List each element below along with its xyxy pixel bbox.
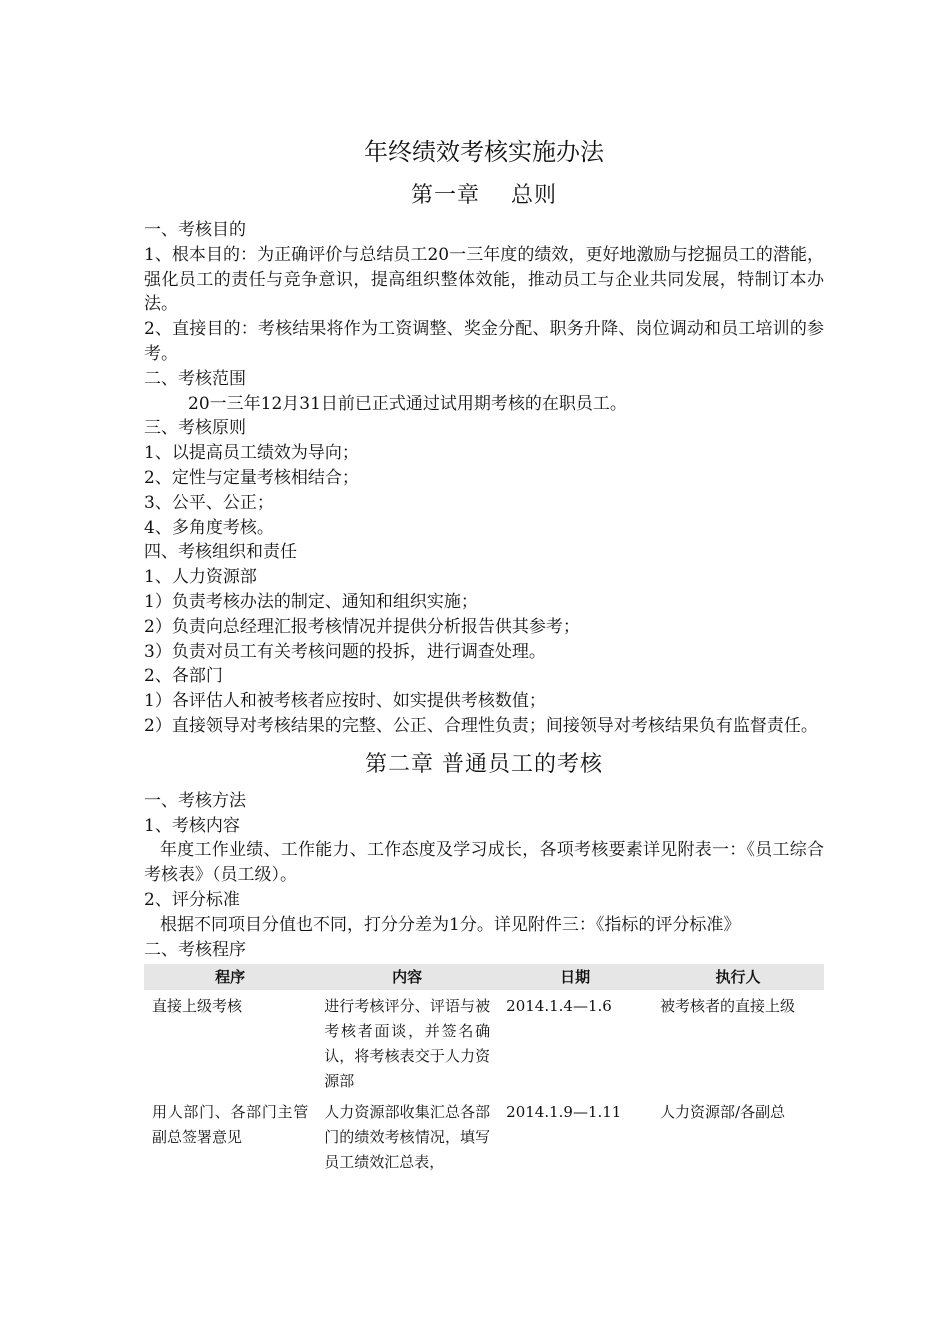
subsection-heading: 2、评分标准 <box>144 889 240 910</box>
table-cell: 被考核者的直接上级 <box>660 997 796 1016</box>
table-cell: 进行考核评分、评语与被考核者面谈，并签名确认，将考核表交于人力资源部 <box>324 997 491 1091</box>
table-header-row <box>144 964 824 990</box>
column-header: 内容 <box>316 964 498 990</box>
list-item: 4、多角度考核。 <box>144 517 274 538</box>
list-item: 3、公平、公正； <box>144 492 274 513</box>
list-item: 2、定性与定量考核相结合； <box>144 467 359 488</box>
chapter-2-heading: 第二章 普通员工的考核 <box>365 751 603 777</box>
section-heading: 二、考核范围 <box>144 368 246 389</box>
table-cell: 用人部门、各部门主管副总签署意见 <box>152 1103 309 1147</box>
document-body <box>144 132 824 1177</box>
paragraph: 20一三年12月31日前已正式通过试用期考核的在职员工。 <box>188 393 627 414</box>
document-title: 年终绩效考核实施办法 <box>364 138 604 166</box>
section-heading: 四、考核组织和责任 <box>144 542 297 563</box>
list-item: 1）各评估人和被考核者应按时、如实提供考核数值； <box>144 691 546 712</box>
table-cell: 2014.1.4—1.6 <box>506 997 612 1016</box>
section-heading: 二、考核程序 <box>144 939 246 960</box>
subsection-heading: 2、各部门 <box>144 666 223 687</box>
subsection-heading: 1、人力资源部 <box>144 567 257 588</box>
column-header: 执行人 <box>652 964 824 990</box>
paragraph: 根据不同项目分值也不同，打分分差为1分。详见附件三：《指标的评分标准》 <box>160 914 741 935</box>
paragraph: 年度工作业绩、工作能力、工作态度及学习成长，各项考核要素详见附表一：《员工综合考核表》（员工级）。 <box>144 840 824 886</box>
subsection-heading: 1、考核内容 <box>144 815 240 836</box>
list-item: 1、以提高员工绩效为导向； <box>144 443 359 464</box>
list-item: 2）负责向总经理汇报考核情况并提供分析报告供其参考； <box>144 616 580 637</box>
column-header: 日期 <box>498 964 652 990</box>
list-item: 2）直接领导对考核结果的完整、公正、合理性负责；间接领导对考核结果负有监督责任。 <box>144 715 818 736</box>
table-cell: 2014.1.9—1.11 <box>506 1103 622 1122</box>
column-header: 程序 <box>144 964 316 990</box>
paragraph: 2、直接目的：考核结果将作为工资调整、奖金分配、职务升降、岗位调动和员工培训的参考。 <box>144 319 824 364</box>
section-heading: 一、考核目的 <box>144 220 246 240</box>
table-cell: 直接上级考核 <box>152 997 243 1016</box>
table-cell: 人力资源部收集汇总各部门的绩效考核情况，填写员工绩效汇总表， <box>324 1103 491 1172</box>
chapter-1-heading: 第一章 总则 <box>411 183 557 208</box>
table-row <box>144 1096 824 1177</box>
section-heading: 三、考核原则 <box>144 418 246 439</box>
list-item: 1）负责考核办法的制定、通知和组织实施； <box>144 591 478 612</box>
list-item: 3）负责对员工有关考核问题的投拆，进行调查处理。 <box>144 641 546 662</box>
table-cell: 人力资源部/各副总 <box>660 1103 786 1122</box>
paragraph: 1、根本目的：为正确评价与总结员工20一三年度的绩效，更好地激励与挖掘员工的潜能，强化员工的责任与竞争意识，提高组织整体效能，推动员工与企业共同发展，特制订本办法。 <box>144 244 824 315</box>
procedure-table <box>144 964 824 1177</box>
table-row <box>144 990 824 1096</box>
section-heading: 一、考核方法 <box>144 790 246 811</box>
